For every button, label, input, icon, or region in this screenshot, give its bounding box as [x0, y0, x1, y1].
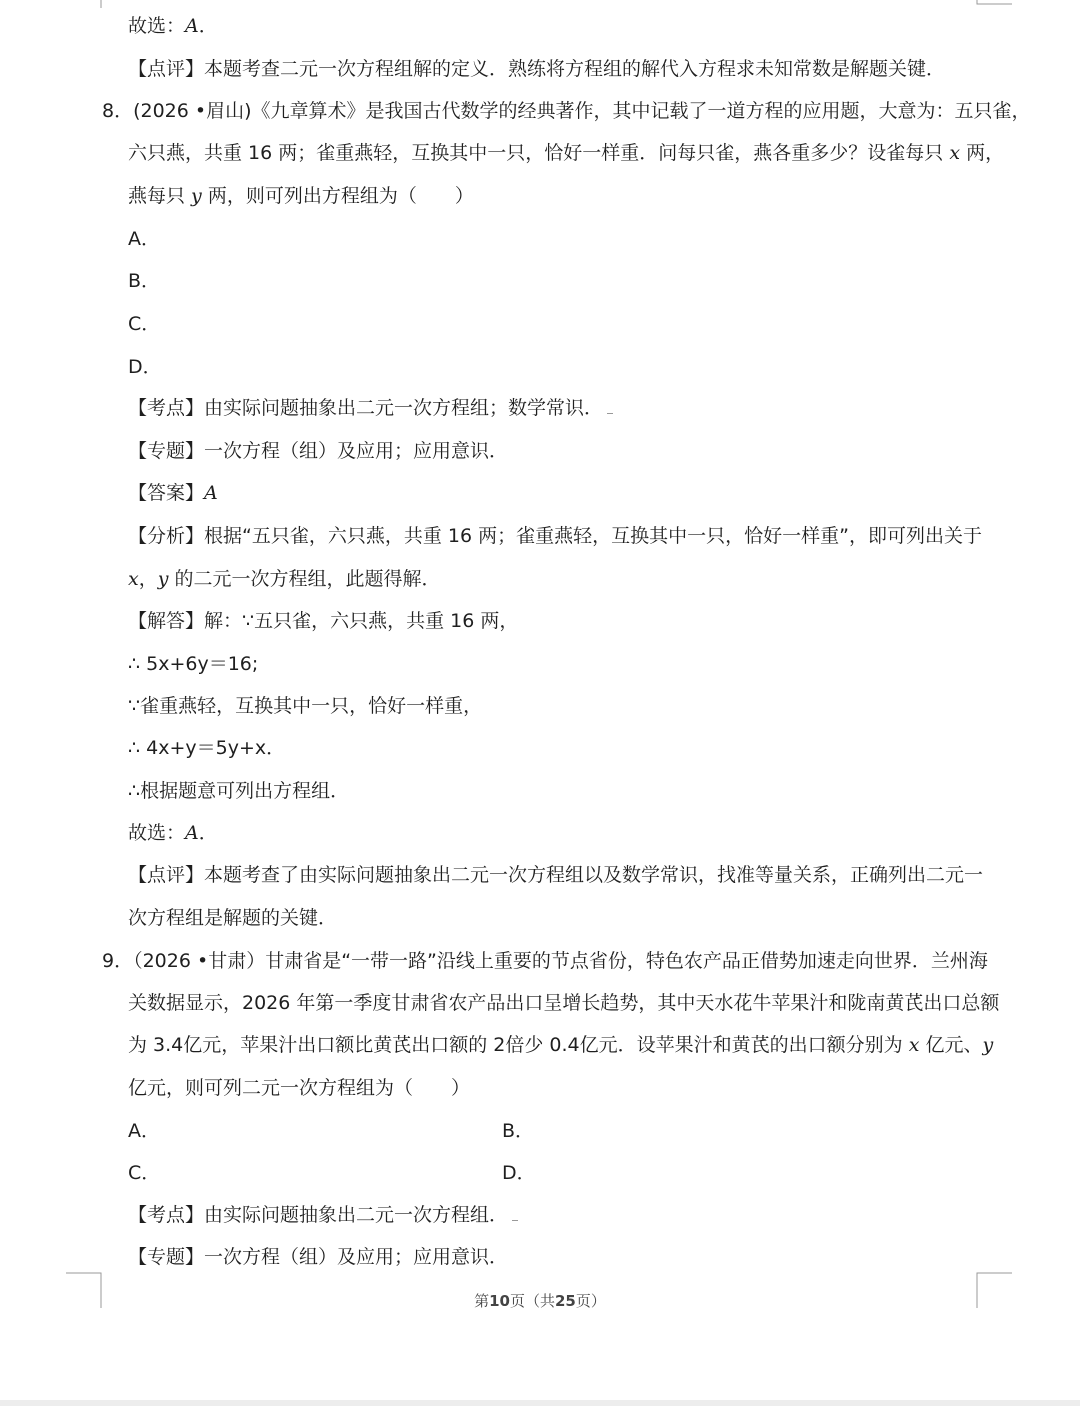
q8-fenxi-line2: [128, 565, 441, 593]
q7-answer-prefix: 故选：: [128, 15, 186, 37]
q8-fenxi-y: y: [157, 568, 169, 590]
q7-answer: A: [185, 15, 199, 37]
q8-stem-line3-text: 燕每只: [128, 185, 192, 207]
q9-stem-line2: 关数据显示，2026 年第一季度甘肃省农产品出口呈增长趋势，其中天水花牛苹果汁和陇南黄芪出口总额: [128, 992, 1000, 1014]
q9-stem-line1: 9．（2026 •甘肃）甘肃省是“一带一路”沿线上重要的节点省份，特色农产品正借势加速走向世界．兰州海: [102, 950, 988, 972]
q8-conclusion: ∴根据题意可列出方程组．: [128, 780, 350, 802]
q8-comment-line1: 【点评】本题考查了由实际问题抽象出二元一次方程组以及数学常识，找准等量关系，正确列出二元一: [128, 864, 984, 886]
q9-kaodian: [128, 1201, 518, 1229]
q8-choice-value: A: [185, 822, 199, 844]
q8-kaodian: [128, 394, 613, 422]
q7-answer-end: ．: [198, 15, 218, 37]
q8-answer-value: A: [204, 482, 218, 504]
q8-option-b: B．: [128, 270, 161, 292]
q8-stem-line2-text: 六只燕，共重 16 两；雀重燕轻，互换其中一只，恰好一样重．问每只雀，燕各重多少？设雀每只: [128, 142, 950, 164]
q8-option-a: A．: [128, 228, 160, 250]
q8-var-x: x: [949, 142, 961, 164]
q9-zhuanti: 【专题】一次方程（组）及应用；应用意识．: [128, 1246, 509, 1268]
q8-equation-2: ∴ 4x+y＝5y+x．: [128, 737, 286, 759]
crop-mark-top-left: [66, 0, 102, 36]
q9-var-x: x: [908, 1034, 920, 1056]
q8-choice-end: ．: [198, 822, 218, 844]
q8-kaodian-text: 【考点】由实际问题抽象出二元一次方程组；数学常识．: [128, 397, 604, 419]
q8-answer: [128, 479, 218, 507]
q9-option-c: C．: [128, 1162, 161, 1184]
q8-choice-prefix: 故选：: [128, 822, 186, 844]
q7-answer-line: [128, 12, 218, 40]
q8-option-c: C．: [128, 313, 161, 335]
q9-stem-line3: [128, 1031, 993, 1059]
q8-stem-line2-tail: 两，: [960, 142, 1005, 164]
footer-suffix: 页）: [575, 1292, 606, 1310]
q9-kaodian-text: 【考点】由实际问题抽象出二元一次方程组．: [128, 1204, 509, 1226]
page-footer: [0, 1290, 1080, 1311]
q9-option-a: A．: [128, 1120, 160, 1142]
q8-equation-1: ∴ 5x+6y＝16;: [128, 653, 259, 675]
q8-condition-2: ∵雀重燕轻，互换其中一只，恰好一样重，: [128, 695, 483, 717]
q8-fenxi-tail: 的二元一次方程组，此题得解．: [168, 568, 441, 590]
footer-prefix: 第: [474, 1292, 490, 1310]
q9-stem-line4: 亿元，则可列二元一次方程组为（ ）: [128, 1077, 471, 1099]
q9-var-y: y: [982, 1034, 994, 1056]
q8-fenxi-line1: 【分析】根据“五只雀，六只燕，共重 16 两；雀重燕轻，互换其中一只，恰好一样重”，即可列出关于: [128, 525, 982, 547]
footer-page-number: 10: [489, 1292, 510, 1310]
q9-option-b: B．: [502, 1120, 535, 1142]
q9-stem-line3-mid: 亿元、: [919, 1034, 983, 1056]
page-bottom-band: [0, 1400, 1080, 1406]
q8-zhuanti: 【专题】一次方程（组）及应用；应用意识．: [128, 440, 509, 462]
q8-stem-line2: [128, 139, 1004, 167]
q8-comment-line2: 次方程组是解题的关键．: [128, 907, 338, 929]
q8-fenxi-sep: ，: [138, 568, 158, 590]
q8-fenxi-x: x: [128, 568, 139, 590]
q7-comment: 【点评】本题考查二元一次方程组解的定义．熟练将方程组的解代入方程求未知常数是解题关键．: [128, 58, 946, 80]
footer-total-pages: 25: [555, 1292, 576, 1310]
q8-kaodian-tail-mark: [607, 399, 613, 414]
q8-answer-label: 【答案】: [128, 482, 205, 504]
crop-mark-top-right: [976, 0, 1012, 36]
q8-var-y: y: [191, 185, 202, 207]
q8-option-d: D．: [128, 356, 162, 378]
q9-option-d: D．: [502, 1162, 536, 1184]
q8-stem-line3-tail: 两，则可列出方程组为（ ）: [201, 185, 474, 207]
q9-stem-line3-text: 为 3.4亿元，苹果汁出口额比黄芪出口额的 2倍少 0.4亿元．设苹果汁和黄芪的出口额分别为: [128, 1034, 909, 1056]
q8-stem-line3: [128, 182, 474, 210]
footer-mid: 页（共: [509, 1292, 555, 1310]
q8-choice: [128, 819, 218, 847]
q8-jieda: 【解答】解：∵五只雀，六只燕，共重 16 两，: [128, 610, 519, 632]
q8-stem-line1: 8．(2026 •眉山)《九章算术》是我国古代数学的经典著作，其中记载了一道方程的应用题，大意为：五只雀，: [102, 100, 1031, 122]
q9-kaodian-tail-mark: [512, 1206, 518, 1221]
